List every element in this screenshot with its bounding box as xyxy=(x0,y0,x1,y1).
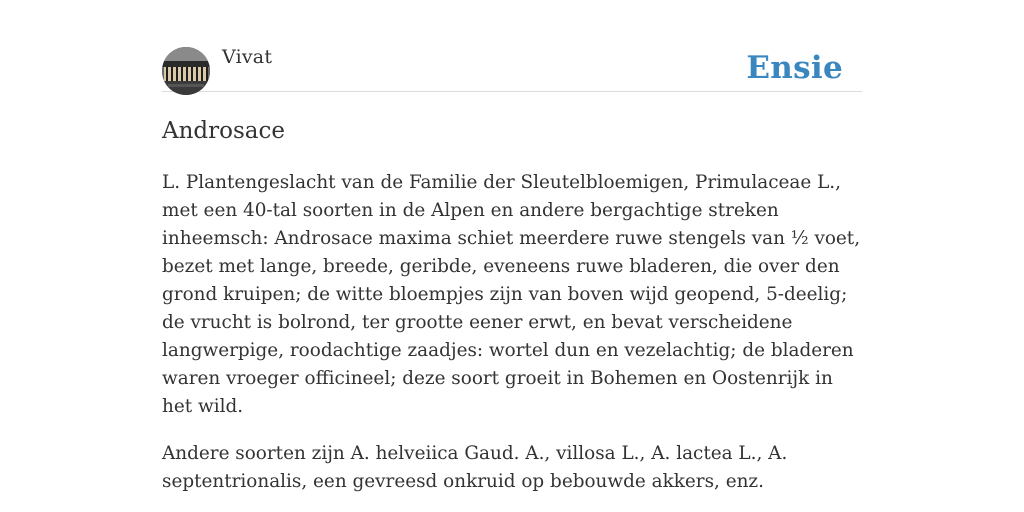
author-name[interactable]: Vivat xyxy=(222,46,273,68)
article-header xyxy=(162,46,862,92)
page-title: Androsace xyxy=(162,118,285,144)
avatar[interactable] xyxy=(162,47,210,95)
article-paragraph: Andere soorten zijn A. helveiica Gaud. A., villosa L., A. lactea L., A. septentrionalis, een gevreesd onkruid op bebouwde akkers, enz. xyxy=(162,443,788,492)
article-body xyxy=(162,169,862,512)
article-paragraph: L. Plantengeslacht van de Familie der Sleutelbloemigen, Primulaceae L., met een 40-tal soorten in de Alpen en andere bergachtige streken inheemsch: Androsace maxima schiet meerdere ruwe stengels van ½ voet, bezet met lange, breede, geribde, eveneens ruwe bladeren, die over den grond kruipen; de witte bloempjes zijn van boven wijd geopend, 5-deelig; de vrucht is bolrond, ter grootte eener erwt, en bevat verscheidene langwerpige, roodachtige zaadjes: wortel dun en vezelachtig; de bladeren waren vroeger officineel; deze soort groeit in Bohemen en Oostenrijk in het wild. xyxy=(162,172,861,417)
article-page xyxy=(162,46,862,492)
typewriter-icon xyxy=(162,47,210,95)
brand-logo[interactable]: Ensie xyxy=(746,50,843,86)
